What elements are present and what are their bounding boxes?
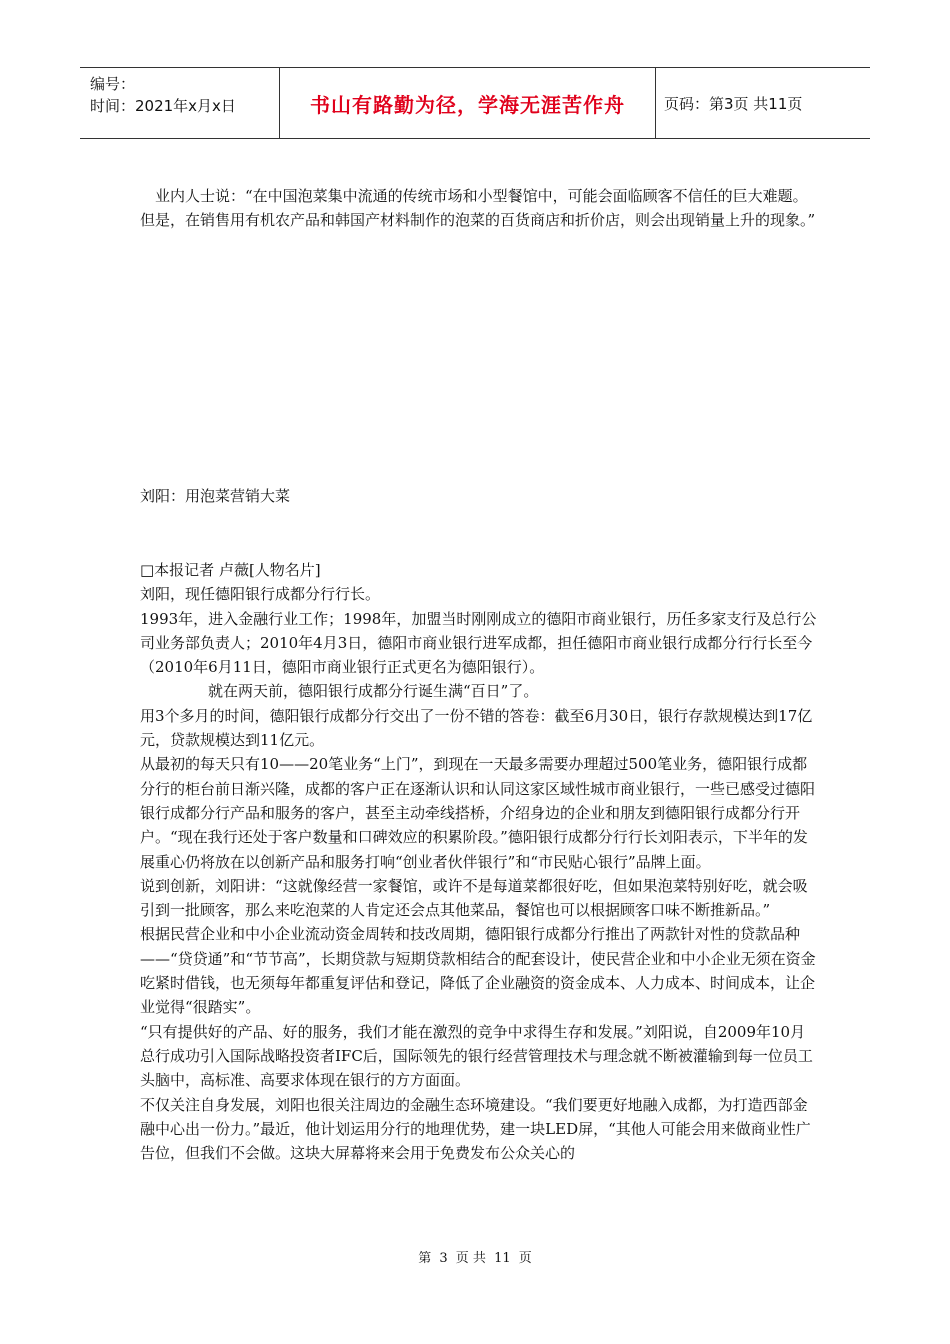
article-body: [140, 558, 820, 1165]
article-title: 刘阳：用泡菜营销大菜: [140, 487, 291, 505]
paragraph: 就在两天前，德阳银行成都分行诞生满“百日”了。: [208, 682, 539, 701]
header-page-info: 页码：第3页 共11页: [664, 94, 803, 113]
page-footer: [0, 1247, 950, 1266]
footer-total-pages: 11: [494, 1251, 511, 1266]
header-motto: 书山有路勤为径，学海无涯苦作舟: [280, 68, 656, 138]
footer-suffix: 页: [518, 1251, 532, 1266]
intro-paragraph: 业内人士说：“在中国泡菜集中流通的传统市场和小型餐馆中，可能会面临顾客不信任的巨大难题。但是，在销售用有机农产品和韩国产材料制作的泡菜的百货商店和折价店，则会出现销量上升的现象。”: [140, 187, 816, 230]
page-header: [80, 67, 870, 139]
document-date: 时间：2021年x月x日: [90, 97, 236, 115]
paragraph: 根据民营企业和中小企业流动资金周转和技改周期，德阳银行成都分行推出了两款针对性的贷款品种——“贷贷通”和“节节高”，长期贷款与短期贷款相结合的配套设计，使民营企业和中小企业无须在资金吃紧时借钱，也无须每年都重复评估和登记，降低了企业融资的资金成本、人力成本、时间成本，让企业觉得“很踏实”。: [140, 925, 816, 1017]
paragraph: 说到创新，刘阳讲：“这就像经营一家餐馆，或许不是每道菜都很好吃，但如果泡菜特别好吃，就会吸引到一批顾客，那么来吃泡菜的人肯定还会点其他菜品，餐馆也可以根据顾客口味不断推新品。”: [140, 876, 808, 920]
paragraph: 1993年，进入金融行业工作；1998年，加盟当时刚刚成立的德阳市商业银行，历任多家支行及总行公司业务部负责人；2010年4月3日，德阳市商业银行进军成都，担任德阳市商业银行成都分行行长至今 （2010年6月11日，德阳市商业银行正式更名为德阳银行）。: [140, 609, 817, 677]
paragraph: 刘阳，现任德阳银行成都分行行长。: [140, 585, 381, 604]
paragraph: 从最初的每天只有10——20笔业务“上门”，到现在一天最多需要办理超过500笔业务，德阳银行成都分行的柜台前日渐兴隆，成都的客户正在逐渐认识和认同这家区域性城市商业银行，一些已感受过德阳银行成都分行产品和服务的客户，甚至主动牵线搭桥，介绍身边的企业和朋友到德阳银行成都分行开户。“现在我行还处于客户数量和口碑效应的积累阶段。”德阳银行成都分行行长刘阳表示，下半年的发展重心仍将放在以创新产品和服务打响“创业者伙伴银行”和“市民贴心银行”品牌上面。: [140, 755, 816, 871]
footer-prefix: 第: [418, 1251, 432, 1266]
intro-section: [140, 184, 820, 233]
paragraph: 不仅关注自身发展，刘阳也很关注周边的金融生态环境建设。“我们要更好地融入成都，为打造西部金融中心出一份力。”最近，他计划运用分行的地理优势，建一块LED屏，“其他人可能会用来做商业性广告位，但我们不会做。这块大屏幕将来会用于免费发布公众关心的: [140, 1095, 811, 1163]
header-info: [80, 68, 280, 138]
footer-current-page: 3: [439, 1251, 448, 1266]
article-byline: □本报记者 卢薇[人物名片]: [140, 561, 321, 579]
article-title-block: [140, 484, 820, 508]
paragraph: “只有提供好的产品、好的服务，我们才能在激烈的竞争中求得生存和发展。”刘阳说，自2009年10月总行成功引入国际战略投资者IFC后，国际领先的银行经营管理技术与理念就不断被灌输到每一位员工头脑中，高标准、高要求体现在银行的方方面面。: [140, 1022, 813, 1090]
document-number: 编号：: [90, 75, 136, 93]
paragraph: 用3个多月的时间，德阳银行成都分行交出了一份不错的答卷：截至6月30日，银行存款规模达到17亿元，贷款规模达到11亿元。: [140, 706, 813, 750]
footer-middle: 页 共: [455, 1251, 486, 1266]
